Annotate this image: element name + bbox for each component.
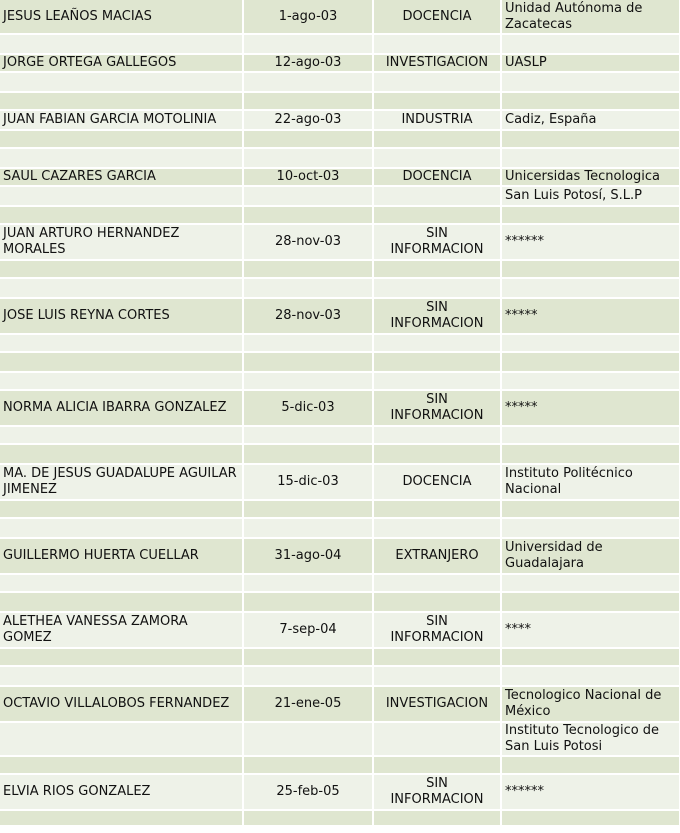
date-cell [243, 148, 373, 168]
table-row [0, 110, 680, 130]
place-cell: **** [501, 612, 680, 648]
table-row [0, 774, 680, 810]
date-cell [243, 810, 373, 826]
name-cell: JORGE ORTEGA GALLEGOS [0, 54, 243, 72]
name-cell [0, 334, 243, 352]
date-cell [243, 278, 373, 298]
name-cell: ELVIA RIOS GONZALEZ [0, 774, 243, 810]
place-cell [501, 92, 680, 110]
date-cell [243, 500, 373, 518]
date-cell: 21-ene-05 [243, 686, 373, 722]
place-cell [501, 444, 680, 464]
place-cell: Universidad de Guadalajara [501, 538, 680, 574]
area-cell: INDUSTRIA [373, 110, 501, 130]
table-row [0, 92, 680, 110]
area-cell [373, 444, 501, 464]
place-cell: Instituto Politécnico Nacional [501, 464, 680, 500]
table-row [0, 72, 680, 92]
date-cell [243, 426, 373, 444]
table-row [0, 648, 680, 666]
area-cell [373, 148, 501, 168]
table-row [0, 54, 680, 72]
name-cell: JUAN ARTURO HERNANDEZ MORALES [0, 224, 243, 260]
place-cell: ***** [501, 390, 680, 426]
table-row [0, 574, 680, 592]
area-cell [373, 426, 501, 444]
place-cell [501, 810, 680, 826]
date-cell [243, 444, 373, 464]
area-cell [373, 186, 501, 206]
table-row [0, 722, 680, 756]
name-cell [0, 130, 243, 148]
name-cell [0, 810, 243, 826]
table-row [0, 352, 680, 372]
table-row [0, 686, 680, 722]
area-cell: SIN INFORMACION [373, 390, 501, 426]
name-cell [0, 722, 243, 756]
name-cell [0, 352, 243, 372]
date-cell: 28-nov-03 [243, 224, 373, 260]
date-cell [243, 518, 373, 538]
table-row [0, 130, 680, 148]
name-cell [0, 518, 243, 538]
area-cell: SIN INFORMACION [373, 612, 501, 648]
place-cell [501, 372, 680, 390]
table-row [0, 224, 680, 260]
name-cell [0, 278, 243, 298]
date-cell: 15-dic-03 [243, 464, 373, 500]
area-cell [373, 278, 501, 298]
place-cell [501, 34, 680, 54]
name-cell: JOSE LUIS REYNA CORTES [0, 298, 243, 334]
place-cell: ****** [501, 774, 680, 810]
date-cell [243, 260, 373, 278]
date-cell: 5-dic-03 [243, 390, 373, 426]
area-cell: SIN INFORMACION [373, 774, 501, 810]
date-cell [243, 334, 373, 352]
name-cell [0, 34, 243, 54]
place-cell [501, 592, 680, 612]
area-cell [373, 130, 501, 148]
name-cell: JUAN FABIAN GARCIA MOTOLINIA [0, 110, 243, 130]
place-cell: ***** [501, 298, 680, 334]
name-cell [0, 666, 243, 686]
place-cell [501, 666, 680, 686]
table-row [0, 612, 680, 648]
date-cell [243, 756, 373, 774]
area-cell [373, 592, 501, 612]
place-cell: Unicersidas Tecnologica [501, 168, 680, 186]
place-cell: ****** [501, 224, 680, 260]
name-cell [0, 206, 243, 224]
area-cell [373, 648, 501, 666]
table-row [0, 538, 680, 574]
place-cell [501, 648, 680, 666]
name-cell [0, 648, 243, 666]
date-cell [243, 130, 373, 148]
place-cell [501, 148, 680, 168]
place-cell [501, 278, 680, 298]
table-row [0, 168, 680, 186]
date-cell [243, 722, 373, 756]
date-cell [243, 574, 373, 592]
name-cell [0, 148, 243, 168]
area-cell [373, 500, 501, 518]
date-cell: 31-ago-04 [243, 538, 373, 574]
date-cell [243, 592, 373, 612]
table-row [0, 334, 680, 352]
area-cell: SIN INFORMACION [373, 224, 501, 260]
name-cell: GUILLERMO HUERTA CUELLAR [0, 538, 243, 574]
table-row [0, 592, 680, 612]
date-cell: 25-feb-05 [243, 774, 373, 810]
date-cell: 12-ago-03 [243, 54, 373, 72]
name-cell [0, 756, 243, 774]
date-cell: 10-oct-03 [243, 168, 373, 186]
name-cell: JESUS LEAÑOS MACIAS [0, 0, 243, 34]
area-cell [373, 92, 501, 110]
area-cell [373, 756, 501, 774]
area-cell: DOCENCIA [373, 168, 501, 186]
place-cell [501, 352, 680, 372]
table-row [0, 260, 680, 278]
date-cell [243, 92, 373, 110]
place-cell: Instituto Tecnologico de San Luis Potosi [501, 722, 680, 756]
area-cell [373, 372, 501, 390]
table-row [0, 390, 680, 426]
table-row [0, 756, 680, 774]
date-cell [243, 352, 373, 372]
table-row [0, 148, 680, 168]
area-cell [373, 34, 501, 54]
date-cell: 7-sep-04 [243, 612, 373, 648]
table-row [0, 500, 680, 518]
area-cell [373, 574, 501, 592]
area-cell: INVESTIGACION [373, 54, 501, 72]
area-cell [373, 334, 501, 352]
date-cell [243, 34, 373, 54]
name-cell [0, 186, 243, 206]
table-row [0, 298, 680, 334]
table-row [0, 0, 680, 34]
date-cell: 28-nov-03 [243, 298, 373, 334]
date-cell [243, 648, 373, 666]
name-cell: MA. DE JESUS GUADALUPE AGUILAR JIMENEZ [0, 464, 243, 500]
place-cell [501, 756, 680, 774]
table-row [0, 278, 680, 298]
place-cell [501, 206, 680, 224]
place-cell [501, 518, 680, 538]
table-row [0, 34, 680, 54]
area-cell [373, 810, 501, 826]
area-cell [373, 260, 501, 278]
name-cell [0, 574, 243, 592]
place-cell [501, 426, 680, 444]
area-cell [373, 206, 501, 224]
place-cell: Tecnologico Nacional de México [501, 686, 680, 722]
place-cell: San Luis Potosí, S.L.P [501, 186, 680, 206]
place-cell: UASLP [501, 54, 680, 72]
area-cell [373, 518, 501, 538]
name-cell: NORMA ALICIA IBARRA GONZALEZ [0, 390, 243, 426]
area-cell: EXTRANJERO [373, 538, 501, 574]
name-cell: SAUL CAZARES GARCIA [0, 168, 243, 186]
date-cell: 22-ago-03 [243, 110, 373, 130]
area-cell: DOCENCIA [373, 464, 501, 500]
date-cell [243, 72, 373, 92]
area-cell [373, 722, 501, 756]
place-cell [501, 130, 680, 148]
name-cell [0, 500, 243, 518]
name-cell: ALETHEA VANESSA ZAMORA GOMEZ [0, 612, 243, 648]
area-cell [373, 352, 501, 372]
table-row [0, 464, 680, 500]
name-cell [0, 372, 243, 390]
place-cell: Unidad Autónoma de Zacatecas [501, 0, 680, 34]
table-row [0, 518, 680, 538]
place-cell [501, 334, 680, 352]
table-row [0, 186, 680, 206]
date-cell [243, 186, 373, 206]
place-cell [501, 574, 680, 592]
date-cell: 1-ago-03 [243, 0, 373, 34]
place-cell: Cadiz, España [501, 110, 680, 130]
area-cell [373, 666, 501, 686]
place-cell [501, 72, 680, 92]
name-cell: OCTAVIO VILLALOBOS FERNANDEZ [0, 686, 243, 722]
table-row [0, 444, 680, 464]
area-cell: DOCENCIA [373, 0, 501, 34]
place-cell [501, 260, 680, 278]
name-cell [0, 444, 243, 464]
table-row [0, 810, 680, 826]
name-cell [0, 260, 243, 278]
table-row [0, 426, 680, 444]
table-row [0, 206, 680, 224]
name-cell [0, 72, 243, 92]
area-cell [373, 72, 501, 92]
area-cell: SIN INFORMACION [373, 298, 501, 334]
place-cell [501, 500, 680, 518]
name-cell [0, 592, 243, 612]
date-cell [243, 206, 373, 224]
table-row [0, 666, 680, 686]
date-cell [243, 372, 373, 390]
name-cell [0, 92, 243, 110]
area-cell: INVESTIGACION [373, 686, 501, 722]
table-row [0, 372, 680, 390]
date-cell [243, 666, 373, 686]
name-cell [0, 426, 243, 444]
